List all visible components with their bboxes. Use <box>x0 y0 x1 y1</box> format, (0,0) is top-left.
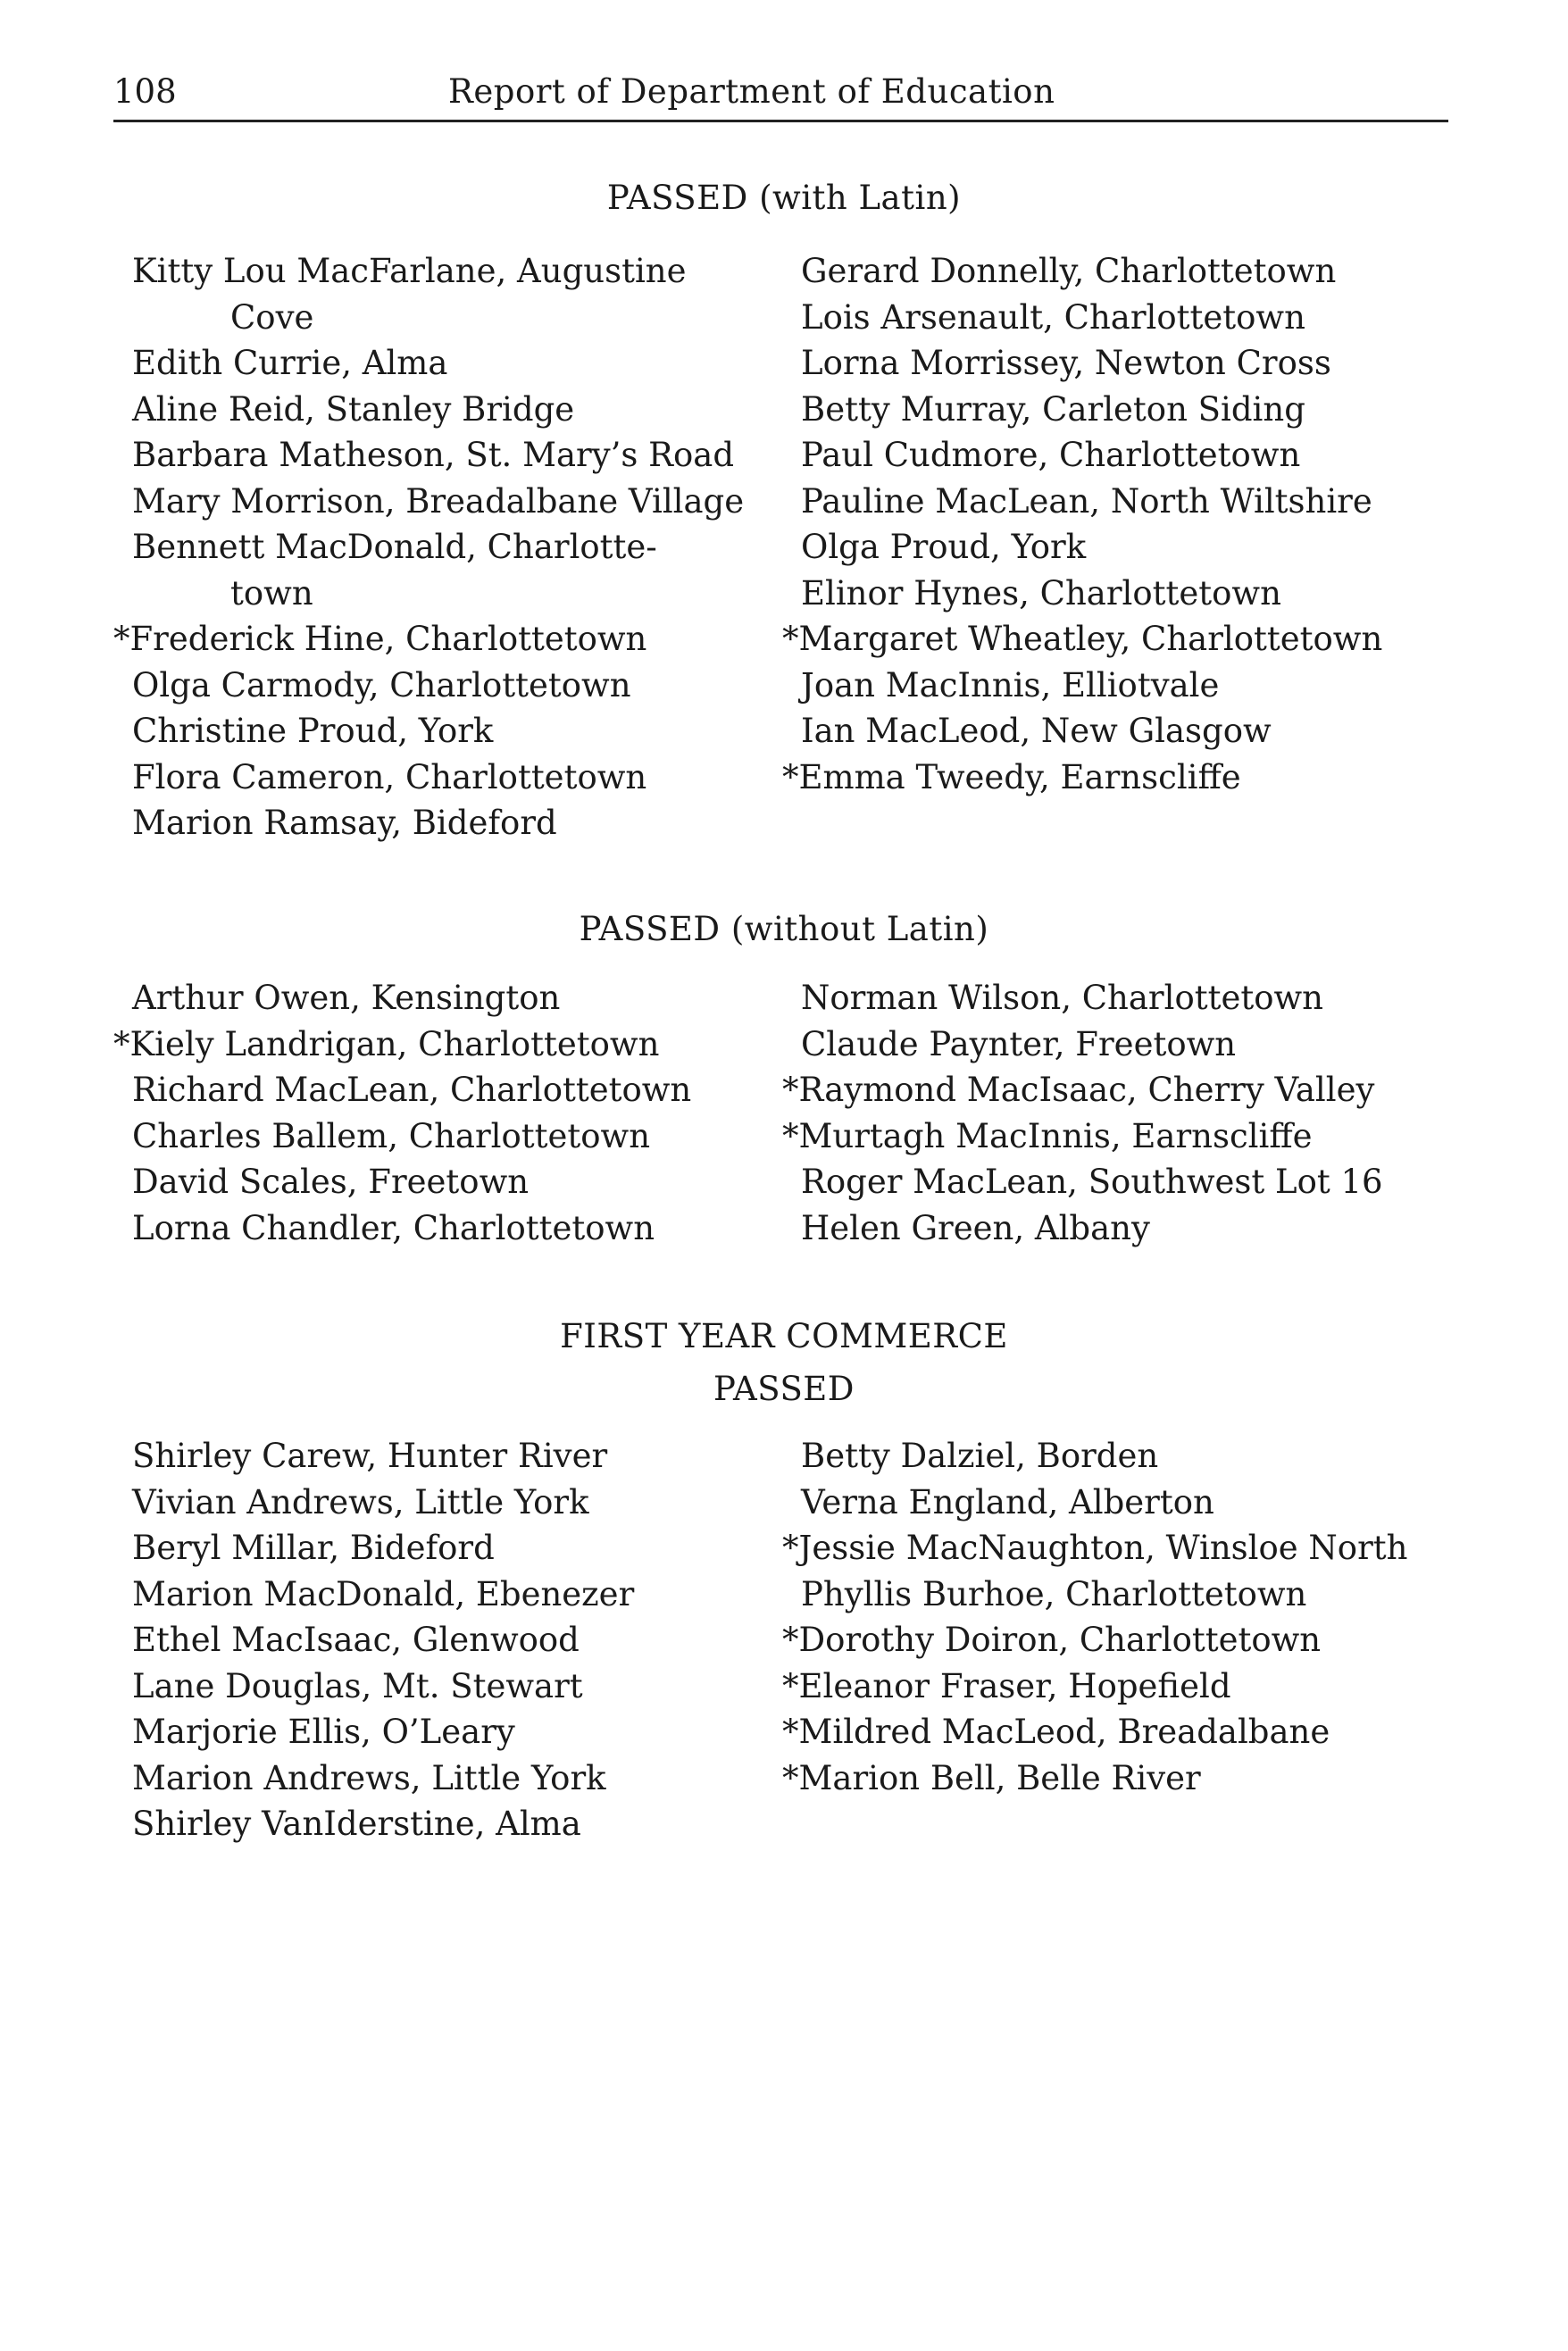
list-item-name: Joan MacInnis, Elliotvale <box>801 665 1220 704</box>
list-item-name: Helen Green, Albany <box>801 1208 1150 1247</box>
list-item-name: *Raymond MacIsaac, Cherry Valley <box>782 1071 1375 1109</box>
list-item-name: *Emma Tweedy, Earnscliffe <box>782 757 1241 796</box>
list-item-name: Pauline MacLean, North Wiltshire <box>801 481 1372 521</box>
list-item-name: Marion Andrews, Little York <box>132 1758 606 1797</box>
list-item-name: Phyllis Burhoe, Charlottetown <box>801 1574 1307 1613</box>
list-item-name: Marjorie Ellis, O’Leary <box>132 1713 515 1751</box>
list-item-name: Flora Cameron, Charlottetown <box>132 757 647 796</box>
list-item-name: *Jessie MacNaughton, Winsloe North <box>782 1529 1408 1567</box>
running-title: Report of Department of Education <box>448 72 1055 111</box>
list-item-name: Marion Ramsay, Bideford <box>132 804 557 842</box>
list-item-name: Betty Murray, Carleton Siding <box>801 389 1305 429</box>
list-item-name: *Murtagh MacInnis, Earnscliffe <box>782 1116 1313 1155</box>
without-latin-left-column <box>113 975 692 1251</box>
list-item-name: *Margaret Wheatley, Charlottetown <box>782 620 1383 658</box>
list-item-name: Bennett MacDonald, Charlotte- <box>132 528 657 566</box>
list-item-continuation: Cove <box>230 297 314 337</box>
list-item-name: *Frederick Hine, Charlottetown <box>113 620 647 658</box>
list-item-name: Arthur Owen, Kensington <box>132 979 561 1017</box>
page-header <box>113 70 1448 122</box>
list-item-name: Shirley VanIderstine, Alma <box>132 1805 581 1843</box>
list-item-name: Elinor Hynes, Charlottetown <box>801 573 1281 613</box>
list-item-name: Richard MacLean, Charlottetown <box>132 1071 692 1109</box>
list-item-name: Edith Currie, Alma <box>132 344 448 382</box>
list-item-name: Paul Cudmore, Charlottetown <box>801 436 1301 474</box>
section-heading-without-latin: PASSED (without Latin) <box>579 910 989 948</box>
list-item-name: Shirley Carew, Hunter River <box>132 1437 608 1475</box>
list-item-name: Barbara Matheson, St. Mary’s Road <box>132 436 735 474</box>
list-item-name: Lorna Chandler, Charlottetown <box>132 1208 655 1247</box>
list-item-name: Norman Wilson, Charlottetown <box>801 979 1324 1017</box>
commerce-right-column <box>782 1433 1408 1801</box>
section-subheading-commerce-passed: PASSED <box>713 1370 855 1408</box>
list-item-name: Vivian Andrews, Little York <box>132 1482 589 1521</box>
list-item-name: *Kiely Landrigan, Charlottetown <box>113 1024 660 1063</box>
list-item-name: Roger MacLean, Southwest Lot 16 <box>801 1163 1383 1201</box>
list-item-name: Olga Carmody, Charlottetown <box>132 665 631 704</box>
without-latin-right-column <box>782 975 1383 1251</box>
page-number: 108 <box>113 72 177 111</box>
list-item-name: Beryl Millar, Bideford <box>132 1529 495 1567</box>
list-item-name: Aline Reid, Stanley Bridge <box>132 389 575 429</box>
list-item-name: Mary Morrison, Breadalbane Village <box>132 481 745 521</box>
with-latin-left-column <box>113 248 745 846</box>
list-item-name: *Dorothy Doiron, Charlottetown <box>782 1621 1322 1659</box>
list-item-name: Christine Proud, York <box>132 712 494 750</box>
list-item-name: Ian MacLeod, New Glasgow <box>801 712 1272 750</box>
list-item-name: Ethel MacIsaac, Glenwood <box>132 1621 580 1659</box>
list-item-name: Betty Dalziel, Borden <box>801 1437 1159 1475</box>
list-item-name: *Marion Bell, Belle River <box>782 1758 1201 1797</box>
list-item-name: Lane Douglas, Mt. Stewart <box>132 1666 583 1705</box>
section-heading-with-latin: PASSED (with Latin) <box>606 179 962 217</box>
list-item-name: Kitty Lou MacFarlane, Augustine <box>132 252 687 290</box>
list-item-name: Gerard Donnelly, Charlottetown <box>801 252 1337 290</box>
list-item-name: Olga Proud, York <box>801 528 1087 566</box>
list-item-name: Verna England, Alberton <box>801 1482 1214 1521</box>
list-item-name: *Mildred MacLeod, Breadalbane <box>782 1713 1330 1751</box>
list-item-name: Lorna Morrissey, Newton Cross <box>801 344 1331 382</box>
commerce-left-column <box>132 1433 634 1847</box>
list-item-name: Claude Paynter, Freetown <box>801 1024 1237 1063</box>
list-item-name: Marion MacDonald, Ebenezer <box>132 1574 635 1613</box>
list-item-name: David Scales, Freetown <box>132 1163 530 1201</box>
list-item-name: *Eleanor Fraser, Hopefield <box>782 1666 1231 1705</box>
list-item-name: Lois Arsenault, Charlottetown <box>801 297 1305 337</box>
section-heading-commerce: FIRST YEAR COMMERCE <box>560 1317 1008 1355</box>
with-latin-right-column <box>782 248 1383 800</box>
list-item-continuation: town <box>230 573 313 613</box>
list-item-name: Charles Ballem, Charlottetown <box>132 1116 651 1155</box>
